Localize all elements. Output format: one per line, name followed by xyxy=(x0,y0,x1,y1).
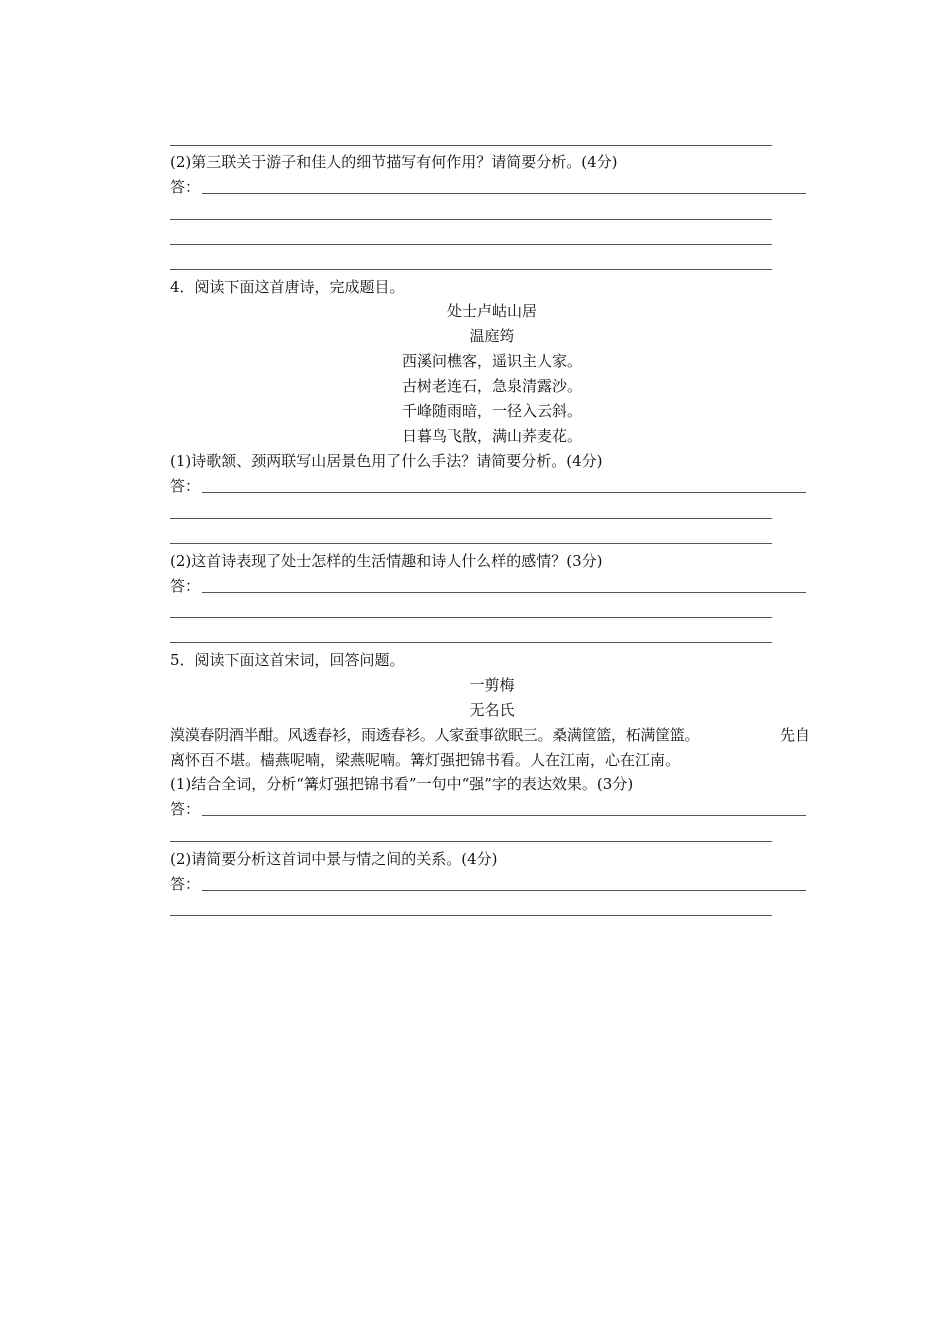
answer-line xyxy=(202,193,806,194)
answer-line xyxy=(202,815,806,816)
q5-sub1-question: (1)结合全词，分析“篝灯强把锦书看”一句中“强”字的表达效果。(3分) xyxy=(170,775,634,793)
answer-line xyxy=(170,244,772,245)
q5-intro: 5．阅读下面这首宋词，回答问题。 xyxy=(170,651,405,669)
q4-poem-line: 西溪问樵客，遥识主人家。 xyxy=(401,352,582,370)
q3-sub2-question: (2)第三联关于游子和佳人的细节描写有何作用？请简要分析。(4分) xyxy=(170,153,618,171)
q5-poem-text-line: 离怀百不堪。樯燕呢喃，梁燕呢喃。篝灯强把锦书看。人在江南，心在江南。 xyxy=(170,751,681,769)
answer-label: 答： xyxy=(170,875,201,893)
answer-line xyxy=(170,518,772,519)
answer-line xyxy=(170,915,772,916)
q4-poem-line: 千峰随雨暗，一径入云斜。 xyxy=(401,402,582,420)
answer-label: 答： xyxy=(170,477,201,495)
q5-poem-text-tail: 先自 xyxy=(780,726,811,744)
answer-line xyxy=(202,592,806,593)
q4-poem-title: 处士卢岵山居 xyxy=(446,302,537,320)
q5-poem-author: 无名氏 xyxy=(469,701,515,719)
answer-line xyxy=(170,617,772,618)
answer-line xyxy=(170,841,772,842)
q4-intro: 4．阅读下面这首唐诗，完成题目。 xyxy=(170,278,405,296)
answer-line xyxy=(202,492,806,493)
q4-poem-line: 日暮鸟飞散，满山荞麦花。 xyxy=(401,427,582,445)
answer-label: 答： xyxy=(170,178,201,196)
answer-label: 答： xyxy=(170,577,201,595)
q4-sub1-question: (1)诗歌颔、颈两联写山居景色用了什么手法？请简要分析。(4分) xyxy=(170,452,603,470)
answer-line xyxy=(170,642,772,643)
answer-line xyxy=(202,890,806,891)
answer-line xyxy=(170,219,772,220)
q5-poem-title: 一剪梅 xyxy=(469,676,515,694)
q4-poem-line: 古树老连石，急泉清露沙。 xyxy=(401,377,582,395)
answer-line xyxy=(170,543,772,544)
q4-poem-author: 温庭筠 xyxy=(469,327,515,345)
q4-sub2-question: (2)这首诗表现了处士怎样的生活情趣和诗人什么样的感情？(3分) xyxy=(170,552,603,570)
answer-label: 答： xyxy=(170,800,201,818)
q5-sub2-question: (2)请简要分析这首词中景与情之间的关系。(4分) xyxy=(170,850,498,868)
q5-poem-text-line: 漠漠春阴酒半酣。风透春衫，雨透春衫。人家蚕事欲眠三。桑满筐篮，柘满筐篮。 xyxy=(170,726,700,744)
answer-line xyxy=(170,145,772,146)
answer-line xyxy=(170,269,772,270)
